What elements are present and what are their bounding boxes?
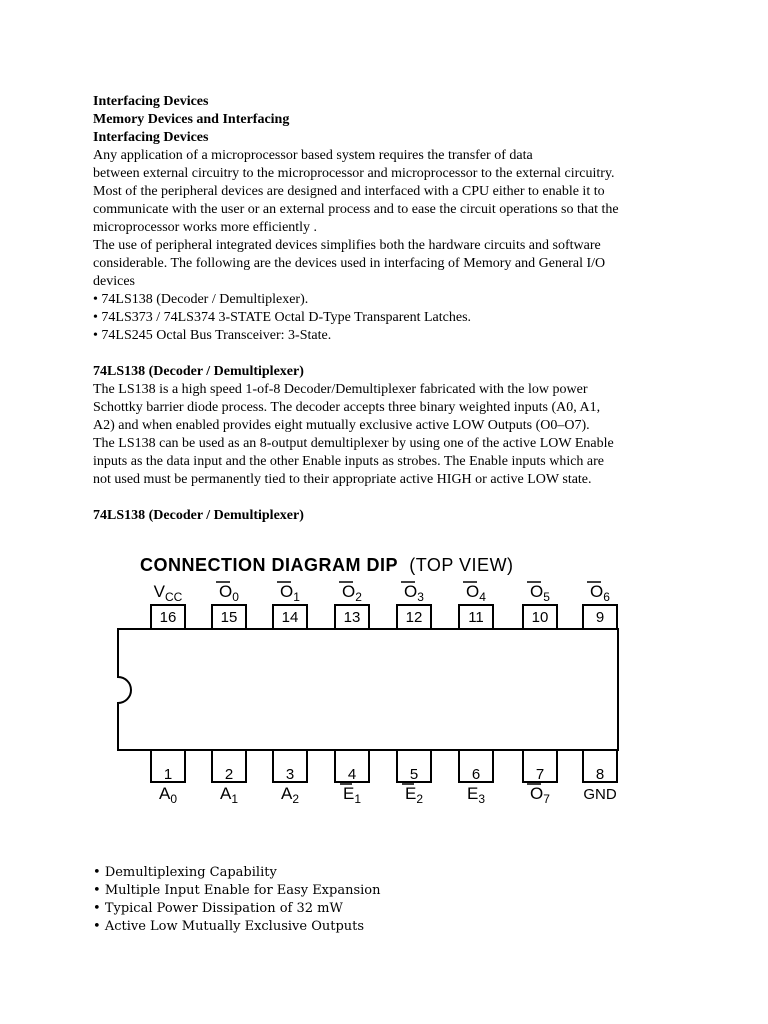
pin-label-subscript: 3	[417, 590, 424, 604]
pin-label	[583, 786, 617, 803]
pin-number: 4	[347, 766, 357, 783]
pin-label-base: O	[404, 582, 418, 601]
pin-label-base: GND	[583, 786, 617, 803]
pin-label-subscript: 3	[478, 792, 486, 806]
intro-line: communicate with the user or an external process and to ease the circuit operations so that the	[93, 202, 619, 217]
intro-line: considerable. The following are the devices used in interfacing of Memory and General I/O	[93, 256, 606, 271]
intro-paragraph	[93, 147, 683, 291]
feature-item: • Typical Power Dissipation of 32 mW	[93, 900, 381, 918]
intro-line: between external circuitry to the microprocessor and microprocessor to the external circuitry.	[93, 166, 615, 181]
diagram-title	[140, 555, 514, 575]
pin-label-subscript: 5	[543, 590, 550, 604]
connection-diagram	[110, 545, 650, 810]
pin-label-subscript: 0	[232, 590, 239, 604]
pin-label-subscript: 1	[293, 590, 300, 604]
pin-number: 3	[285, 766, 295, 783]
pin-number: 2	[224, 766, 234, 783]
section-line: The LS138 is a high speed 1-of-8 Decoder/Demultiplexer fabricated with the low power	[93, 382, 588, 397]
section-74ls138-paragraph	[93, 381, 683, 489]
pin-label-subscript: 6	[603, 590, 610, 604]
intro-line: Most of the peripheral devices are designed and interfaced with a CPU either to enable it to	[93, 184, 605, 199]
bottom-pin-row	[151, 750, 617, 806]
pin-label	[405, 784, 423, 806]
pin-label-subscript: 2	[355, 590, 362, 604]
pin-label-subscript: 2	[416, 792, 424, 806]
pin-label-base: A	[158, 784, 171, 803]
section-title-74ls138-diagram: 74LS138 (Decoder / Demultiplexer)	[93, 508, 304, 523]
pin-label-base: A	[280, 784, 293, 803]
pin-number: 8	[595, 766, 605, 783]
pin-label-subscript: 0	[170, 792, 178, 806]
pin-label	[467, 784, 485, 806]
section-line: The LS138 can be used as an 8-output demultiplexer by using one of the active LOW Enable	[93, 436, 614, 451]
pin-label	[154, 582, 183, 604]
pin-label-base: O	[342, 582, 356, 601]
feature-item: • Active Low Mutually Exclusive Outputs	[93, 918, 381, 936]
pin-number: 16	[159, 609, 177, 626]
intro-line: microprocessor works more efficiently .	[93, 220, 318, 235]
pin-label-subscript: 2	[292, 792, 300, 806]
pin-label	[280, 582, 300, 604]
pin-label-base: O	[530, 582, 544, 601]
section-title-74ls138: 74LS138 (Decoder / Demultiplexer)	[93, 364, 304, 379]
section-line: not used must be permanently tied to their appropriate active HIGH or active LOW state.	[93, 472, 592, 487]
device-list-item: • 74LS138 (Decoder / Demultiplexer).	[93, 291, 683, 309]
pin-label-base: E	[342, 784, 355, 803]
diagram-title-bold: CONNECTION DIAGRAM DIP	[140, 555, 398, 575]
device-list-item: • 74LS373 / 74LS374 3-STATE Octal D-Type Transparent Latches.	[93, 309, 683, 327]
pin-number: 6	[471, 766, 481, 783]
pin-number: 12	[405, 609, 423, 626]
section-line: inputs as the data input and the other Enable inputs as strobes. The Enable inputs which are	[93, 454, 605, 469]
dip-diagram-svg	[110, 545, 650, 810]
feature-list	[93, 864, 381, 936]
device-list	[93, 291, 683, 345]
pin-label-subscript: 4	[479, 590, 486, 604]
pin-label	[220, 784, 238, 806]
chip-body	[118, 629, 618, 750]
feature-item: • Multiple Input Enable for Easy Expansion	[93, 882, 381, 900]
intro-line: The use of peripheral integrated devices simplifies both the hardware circuits and software	[93, 238, 601, 253]
pin-number: 1	[163, 766, 173, 783]
pin-number: 9	[595, 609, 605, 626]
pin-number: 13	[343, 609, 361, 626]
pin-label-subscript: CC	[165, 590, 183, 604]
pin-label-base: V	[153, 582, 165, 601]
pin-label-base: E	[404, 784, 417, 803]
pin-label	[281, 784, 299, 806]
pin-label	[342, 582, 362, 604]
pin-label	[590, 582, 610, 604]
diagram-title-light: (TOP VIEW)	[409, 555, 514, 575]
pin-label-subscript: 1	[231, 792, 239, 806]
intro-line: Any application of a microprocessor based system requires the transfer of data	[93, 148, 533, 163]
pin-label	[219, 582, 239, 604]
pin-label	[530, 784, 550, 806]
pin-label	[343, 784, 361, 806]
pin-label-subscript: 1	[354, 792, 362, 806]
pin-label	[159, 784, 177, 806]
pin-label	[530, 582, 550, 604]
device-list-item: • 74LS245 Octal Bus Transceiver: 3-State.	[93, 327, 683, 345]
heading-memory-devices: Memory Devices and Interfacing	[93, 112, 290, 127]
pin-label-base: O	[280, 582, 294, 601]
pin-label-base: O	[590, 582, 604, 601]
pin-label-base: A	[219, 784, 232, 803]
pin-number: 11	[468, 609, 484, 626]
section-line: Schottky barrier diode process. The decoder accepts three binary weighted inputs (A0, A1,	[93, 400, 601, 415]
top-pin-row	[151, 582, 617, 629]
heading-interfacing-devices: Interfacing Devices	[93, 94, 209, 109]
section-line: A2) and when enabled provides eight mutually exclusive active LOW Outputs (O0–O7).	[93, 418, 590, 433]
pin-number: 10	[531, 609, 549, 626]
pin-number: 14	[281, 609, 299, 626]
pin-number: 15	[220, 609, 238, 626]
pin-number: 7	[535, 766, 545, 783]
pin-label-base: O	[219, 582, 233, 601]
pin-label-base: O	[530, 784, 544, 803]
pin-label-base: O	[466, 582, 480, 601]
pin-label-base: E	[466, 784, 479, 803]
heading-interfacing-devices-2: Interfacing Devices	[93, 130, 209, 145]
pin-label	[404, 582, 424, 604]
pin-label-subscript: 7	[543, 792, 550, 806]
intro-line: devices	[93, 274, 135, 289]
feature-item: • Demultiplexing Capability	[93, 864, 381, 882]
pin-label	[466, 582, 486, 604]
document-body	[93, 93, 683, 525]
pin-number: 5	[409, 766, 419, 783]
